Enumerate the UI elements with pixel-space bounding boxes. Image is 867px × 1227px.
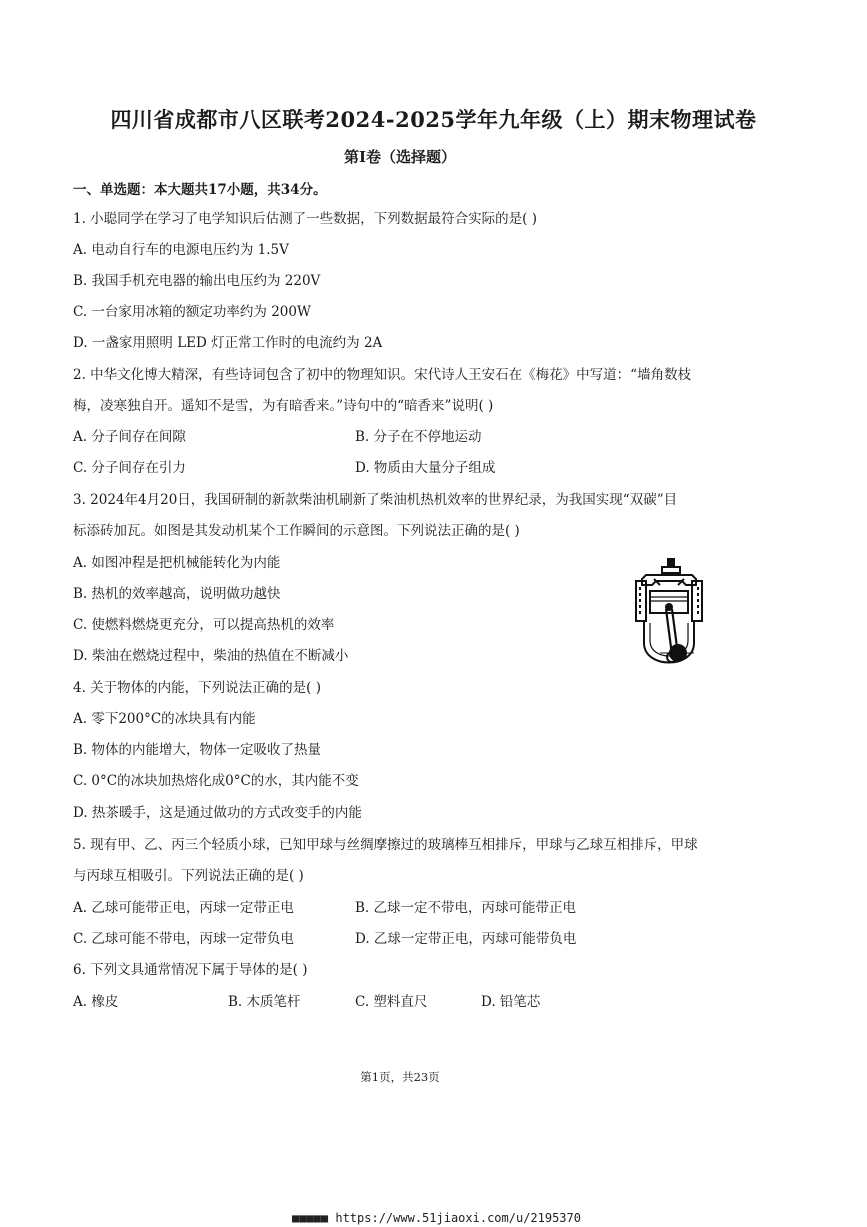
question-6-option-c: C. 塑料直尺 [355,994,428,1010]
question-2-option-a: A. 分子间存在间隙 [73,429,186,445]
question-5-option-d: D. 乙球一定带正电，丙球可能带负电 [355,931,577,947]
question-4-option-a: A. 零下200°C的冰块具有内能 [73,711,256,727]
page-title: 四川省成都市八区联考2024-2025学年九年级（上）期末物理试卷 [110,107,757,132]
question-2-option-c: C. 分子间存在引力 [73,460,186,476]
question-3-stem: 3. 2024年4月20日，我国研制的新款柴油机刷新了柴油机热机效率的世界纪录，为我国实现“双碳”目 [73,492,678,508]
question-3-option-d: D. 柴油在燃烧过程中，柴油的热值在不断减小 [73,648,349,664]
question-3-option-a: A. 如图冲程是把机械能转化为内能 [73,555,281,571]
question-3-stem-2: 标添砖加瓦。如图是其发动机某个工作瞬间的示意图。下列说法正确的是( ) [73,523,520,539]
question-5-option-a: A. 乙球可能带正电，丙球一定带正电 [73,900,294,916]
section-header: 一、单选题：本大题共17小题，共34分。 [73,182,327,198]
diesel-engine-icon [632,557,706,683]
question-6-option-b: B. 木质笔杆 [228,994,301,1010]
question-3-option-c: C. 使燃料燃烧更充分，可以提高热机的效率 [73,617,335,633]
watermark-link[interactable]: ■■■■■ https://www.51jiaoxi.com/u/2195370 [292,1211,581,1225]
question-2-option-b: B. 分子在不停地运动 [355,429,482,445]
question-4-option-d: D. 热茶暖手，这是通过做功的方式改变手的内能 [73,805,362,821]
question-6-option-a: A. 橡皮 [73,994,119,1010]
question-4-stem: 4. 关于物体的内能，下列说法正确的是( ) [73,680,321,696]
question-5-stem-2: 与丙球互相吸引。下列说法正确的是( ) [73,868,304,884]
question-1-stem: 1. 小聪同学在学习了电学知识后估测了一些数据，下列数据最符合实际的是( ) [73,211,537,227]
question-1-option-b: B. 我国手机充电器的输出电压约为 220V [73,273,321,289]
question-2-stem: 2. 中华文化博大精深，有些诗词包含了初中的物理知识。宋代诗人王安石在《梅花》中写道：“墙角数枝 [73,367,692,383]
question-5-option-c: C. 乙球可能不带电，丙球一定带负电 [73,931,294,947]
question-2-stem-2: 梅，凌寒独自开。遥知不是雪，为有暗香来。”诗句中的“暗香来”说明( ) [73,398,494,414]
subtitle: 第I卷（选择题） [343,148,457,166]
question-4-option-c: C. 0°C的冰块加热熔化成0°C的水，其内能不变 [73,773,359,789]
question-2-option-d: D. 物质由大量分子组成 [355,460,496,476]
question-3-option-b: B. 热机的效率越高，说明做功越快 [73,586,281,602]
question-4-option-b: B. 物体的内能增大，物体一定吸收了热量 [73,742,322,758]
question-5-option-b: B. 乙球一定不带电，丙球可能带正电 [355,900,577,916]
question-1-option-a: A. 电动自行车的电源电压约为 1.5V [73,242,289,258]
question-1-option-d: D. 一盏家用照明 LED 灯正常工作时的电流约为 2A [73,335,383,351]
page-footer: 第1页，共23页 [360,1070,440,1084]
question-1-option-c: C. 一台家用冰箱的额定功率约为 200W [73,304,311,320]
question-6-stem: 6. 下列文具通常情况下属于导体的是( ) [73,962,308,978]
question-6-option-d: D. 铅笔芯 [481,994,541,1010]
question-5-stem: 5. 现有甲、乙、丙三个轻质小球，已知甲球与丝绸摩擦过的玻璃棒互相排斥，甲球与乙球互相排斥，甲球 [73,837,698,853]
